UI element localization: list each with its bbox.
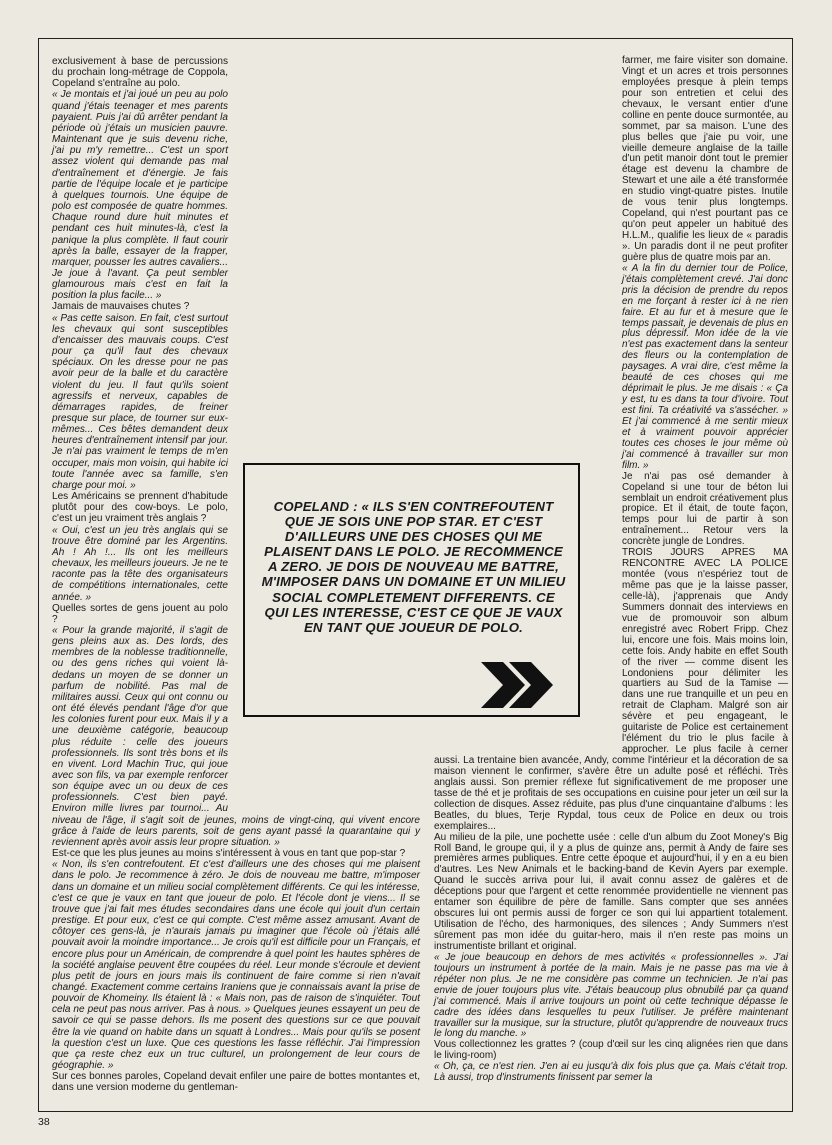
- pull-quote-text: COPELAND : « ILS S'EN CONTREFOUTENT QUE JE SOIS UNE POP STAR. ET C'EST D'AILLEURS UNE DES CHOSES QUI ME PLAISENT DANS LE POLO. JE RECOMMENCE A ZERO. JE DOIS DE NOUVEAU ME BATTRE, M'IMPOSER DANS UN DOMAINE ET UN MILIEU SOCIAL COMPLETEMENT DIFFERENTS. CE QUI LES INTERESSE, C'EST CE QUE JE VAUX EN TANT QUE JOUEUR DE POLO.: [261, 499, 566, 635]
- right-column-paragraph: « A la fin du dernier tour de Police, j'étais complètement crevé. J'ai donc pris la décision de prendre du repos en me forçant à rester ici à ne rien faire. Et au fur et à mesure que le temps passait, je devenais de plus en plus dépressif. Mon idée de la vie n'est pas exactement dans la senteur des fleurs ou la contemplation de paysages. A vrai dire, c'est même la beauté de ces choses qui me déprimait le plus. Je me disais : « Ça y est, tu es dans ta tour d'ivoire. Tout est fini. Ta créativité va s'assécher. » Et j'ai commencé à me sentir mieux et à vraiment pouvoir apprécier toutes ces choses le jour même où j'ai commencé à travailler sur mon film. »: [622, 262, 788, 471]
- double-chevron-icon: [481, 662, 559, 708]
- left-column-paragraph: « Non, ils s'en contrefoutent. Et c'est d'ailleurs une des choses qui me plaisent dans le polo. Je recommence à zéro. Je dois de nouveau me battre, m'imposer dans un domaine et un milieu social complètement différents. Ce qui les intéresse, c'est ce que je vaux en tant que joueur de polo. Et l'école dont je viens... Il se trouve que j'ai fait mes études secondaires dans une école qui jouit d'un certain prestige. Et pour eux, c'est ce qui compte. C'est même assez amusant. Avant de côtoyer ces gens-là, je n'aurais jamais pu imaginer que l'école où j'étais allé pouvait avoir la moindre importance... Je crois qu'il est difficile pour un Français, et encore plus pour un Américain, de comprendre à quel point les hautes sphères de la société anglaise peuvent être coupées du réel. Leur monde s'écroule et devient plus petit de jours en jours mais ils continuent de faire comme si rien n'avait changé. Exactement comme certains Iraniens que je connaissais avant la prise de pouvoir de Khomeiny. Ils étaient là : « Mais non, pas de raison de s'inquiéter. Tout cela ne peut pas nous arriver. Pas à nous. » Quelques jeunes essayent un peu de savoir ce qui se passe dehors. Ils me posent des questions sur ce que pouvait être la vie quand on habite dans un squatt à Londres... Mais pour qu'ils se posent la question c'est un luxe. Que ces questions les fasse réfléchir. J'ai l'impression que ça reste chez eux un truc culturel, un prolongement de leur cours de géographie. »: [52, 859, 420, 1072]
- left-column-paragraph: Est-ce que les plus jeunes au moins s'intéressent à vous en tant que pop-star ?: [52, 848, 406, 860]
- left-column-paragraph: « Oui, c'est un jeu très anglais qui se trouve être dominé par les Argentins. Ah ! Ah !... Ils ont les meilleurs chevaux, les meilleurs joueurs. Je ne te raconte pas la tête des organisateurs de compétitions internationales, cette année. »: [52, 524, 228, 603]
- left-column-paragraph: Les Américains se prennent d'habitude plutôt pour des cow-boys. Le polo, c'est un jeu vraiment très anglais ?: [52, 491, 228, 525]
- right-column-paragraph: TROIS JOURS APRES MA RENCONTRE AVEC LA POLICE montée (vous n'espériez tout de même pas que je la laisse passer, celle-là), j'apprenais que Andy Summers donnait des interviews en vue de promouvoir son album enregistré avec Robert Fripp. Chez lui, encore une fois. Mais moins loin, cette fois. Andy habite en effet South of the river — comme disent les Londoniens pour délimiter les quartiers au Sud de la Tamise — dans une rue tranquille et un peu en retrait de Clapham. Malgré son air sévère et peu engageant, le guitariste de Police est certainement l'élément du trio le plus facile à approcher. Le plus facile à cerner aussi. La trentaine bien avancée, Andy, comme l'intérieur et la décoration de sa maison viennent le confirmer, s'avère être un adulte posé et réfléchi. Très anglais aussi. Son premier réflexe fut significativement de me proposer une tasse de thé et je profitais de ses occupations en cuisine pour jeter un œil sur la collection de disques. Assez réduite, pas plus d'une cinquantaine d'albums : les Beatles, du blues, Terje Rypdal, tous ceux de Police en deux ou trois exemplaires...: [434, 547, 788, 832]
- left-column-paragraph: Jamais de mauvaises chutes ?: [52, 301, 190, 313]
- left-column-paragraph: « Je montais et j'ai joué un peu au polo quand j'étais teenager et mes parents payaient. Puis j'ai dû arrêter pendant la période où j'étais un musicien pauvre. Maintenant que je suis devenu riche, j'ai pu m'y remettre... C'est un sport assez violent qui demande pas mal d'entraînement et d'énergie. Je fais partie de l'équipe locale et je participe à quelques tournois. Une équipe de polo est composée de quatre hommes. Chaque round dure huit minutes et pendant ces huit minutes-là, c'est la panique la plus complète. Il faut courir après la balle, essayer de la frapper, marquer, pousser les autres cavaliers... Je joue à l'avant. Ça peut sembler glamourous mais c'est en fait la position la plus facile... »: [52, 89, 228, 302]
- left-column-paragraph: exclusivement à base de percussions du prochain long-métrage de Coppola, Copeland s'entraîne au polo.: [52, 56, 228, 90]
- right-column-paragraph: « Oh, ça, ce n'est rien. J'en ai eu jusqu'à dix fois plus que ça. Mais c'était trop. Là aussi, trop d'instruments finissent par semer la: [434, 1061, 788, 1084]
- pull-quote-box: [243, 463, 580, 717]
- left-column-paragraph: Quelles sortes de gens jouent au polo ?: [52, 602, 228, 625]
- right-column-paragraph: Vous collectionnez les grattes ? (coup d'œil sur les cinq alignées rien que dans le living-room): [434, 1039, 788, 1062]
- left-column-paragraph: « Pas cette saison. En fait, c'est surtout les chevaux qui sont susceptibles d'encaisser des mauvais coups. C'est pour ça qu'il faut des chevaux spéciaux. On les dresse pour ne pas avoir peur de la balle et du caractère violent du jeu. Il faut qu'ils soient agressifs et nerveux, capables de démarrages rapides, de freiner presque sur place, de tourner sur eux-mêmes... Ces bêtes demandent deux heures d'entraînement intensif par jour. Je n'ai pas vraiment le temps de m'en occuper, mais mon voisin, qui habite ici toute l'année avec sa famille, s'en charge pour moi. »: [52, 312, 228, 491]
- right-column-paragraph: farmer, me faire visiter son domaine. Vingt et un acres et trois personnes employées presque à plein temps pour son entretien et celui des chevaux, le versant entier d'une colline en pente douce surmontée, au sommet, par sa maison. L'une des plus belles que j'aie pu voir, une vieille demeure anglaise de la taille d'un petit manoir dont tout le premier étage est devenu la chambre de Stewart et une aile a été transformée en studio vingt-quatre pistes. Inutile de vous tenir plus longtemps. Copeland, qui n'est pourtant pas ce qu'on peut appeler un habitué des H.L.M., qualifie les lieux de « paradis ». Un paradis dont il ne peut profiter guère plus de quatre mois par an.: [622, 55, 788, 263]
- right-column-paragraph: Au milieu de la pile, une pochette usée : celle d'un album du Zoot Money's Big Roll Band, le groupe qui, il y a plus de quinze ans, permit à Andy de faire ses premières armes publiques. Entre cette époque et aujourd'hui, il y en a eu bien d'autres. Les New Animals et le backing-band de Kevin Ayers par exemple. Quand le succès arriva pour lui, il avait connu assez de galères et de déceptions pour que l'argent et cette renommée providentielle ne viennent pas entamer son équilibre de père de famille. Sans compter que ses années obscures lui ont permis aussi de forger ce son qui lui appartient totalement. Utilisation de l'écho, des harmoniques, des silences ; Andy Summers n'est sûrement pas mon idée du guitar-hero, mais il n'en reste pas moins un instrumentiste brillant et original.: [434, 831, 788, 952]
- right-column-paragraph: Je n'ai pas osé demander à Copeland si une tour de béton lui semblait un endroit créativement plus propice. Et il était, de toute façon, temps pour lui de partir à son entraînement... Retour vers la concrète jungle de Londres.: [622, 470, 788, 548]
- right-column-paragraph: « Je joue beaucoup en dehors de mes activités « professionnelles ». J'ai toujours un instrument à portée de la main. Mais je ne passe pas ma vie à répéter non plus. Je ne me considère pas comme un technicien. Je n'ai pas envie de jouer toujours plus vite. J'étais beaucoup plus obnubilé par ça quand j'ai commencé. Mais il arrive toujours un point où cette technique dépasse le cadre des idées dans lesquelles tu peux l'utiliser. Je préfère maintenant travailler sur la musique, sur la structure, plutôt qu'apprendre de nouveaux trucs le long du manche. »: [434, 951, 788, 1040]
- left-column-paragraph: Sur ces bonnes paroles, Copeland devait enfiler une paire de bottes montantes et, dans une version moderne du gentleman-: [52, 1071, 420, 1094]
- left-column-paragraph: « Pour la grande majorité, il s'agit de gens pleins aux as. Des lords, des membres de la noblesse traditionnelle, ou des gens riches qui voient là-dedans un moyen de se donner un parfum de nobilité. Pas mal de militaires aussi. Ceux qui ont connu ou ont été élevés pendant l'âge d'or que les colonies furent pour eux. Mais il y a une deuxième catégorie, beaucoup plus réduite : celle des joueurs professionnels. Ils sont très bons et ils en vivent. Lord Machin Truc, qui joue avec son fils, va par exemple renforcer son équipe avec un ou deux de ces professionnels. C'est bien payé. Environ mille livres par tournoi... Au niveau de l'âge, il s'agit soit de jeunes, moins de vingt-cinq, qui vivent encore grâce à l'aide de leurs parents, soit de gens ayant passé la quarantaine qui y reviennent après avoir assis leur propre situation. »: [52, 624, 420, 848]
- page-number: 38: [38, 1116, 50, 1128]
